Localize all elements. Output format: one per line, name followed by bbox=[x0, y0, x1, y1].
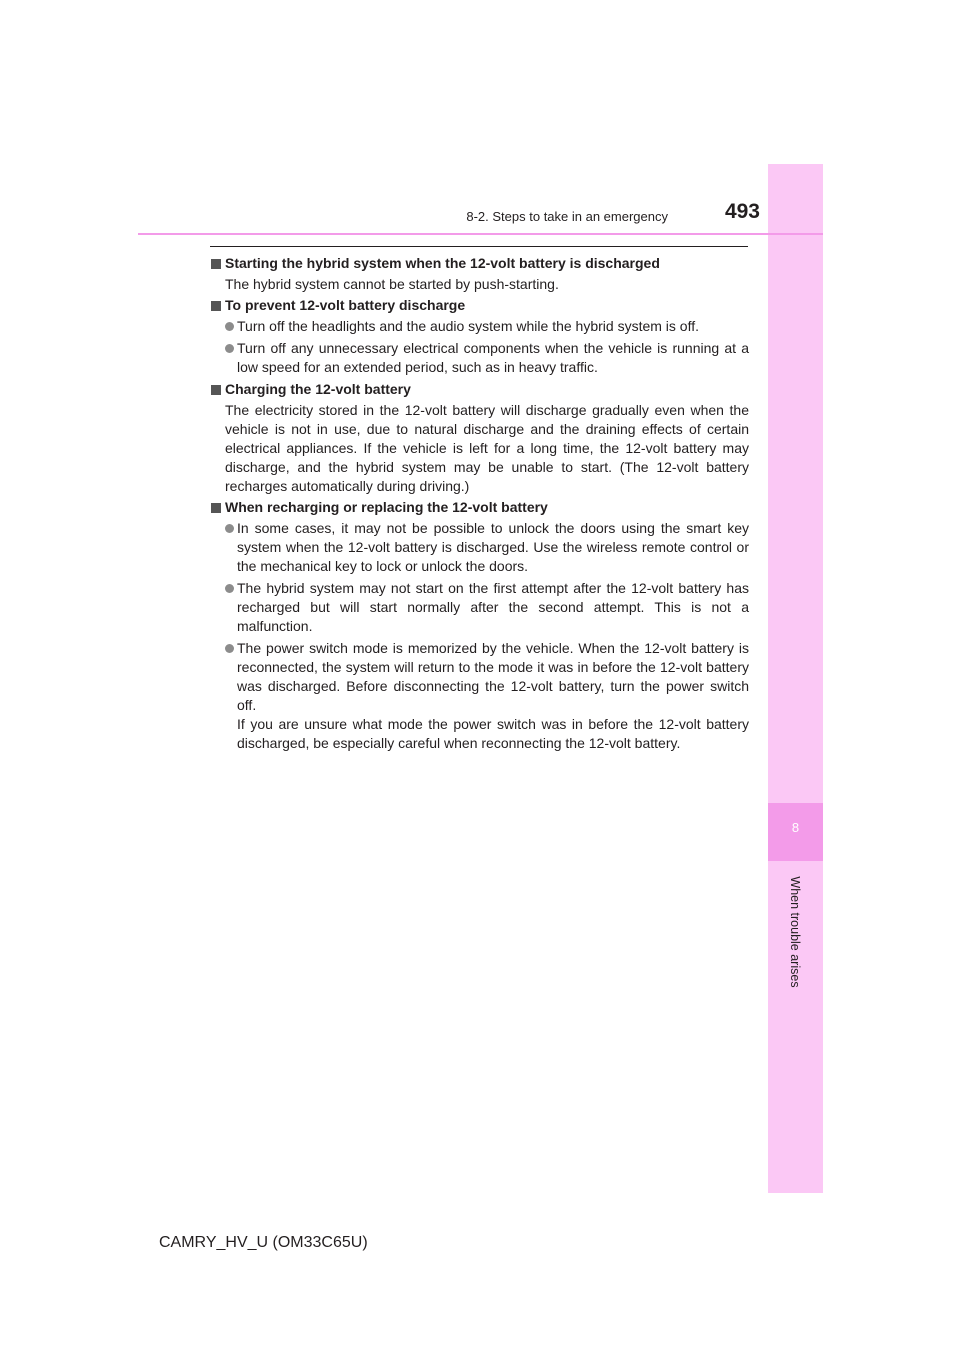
section-starting-hybrid-system bbox=[211, 254, 749, 294]
section-paragraph: The hybrid system cannot be started by push-starting. bbox=[225, 276, 559, 292]
bullet-note: If you are unsure what mode the power switch was in before the 12-volt battery discharged, be especially careful when reconnecting the 12-volt battery. bbox=[237, 716, 749, 751]
section-heading: Charging the 12-volt battery bbox=[211, 380, 749, 399]
square-bullet-icon bbox=[211, 385, 221, 395]
section-heading: Starting the hybrid system when the 12-volt battery is discharged bbox=[211, 254, 749, 273]
circle-bullet-icon bbox=[225, 344, 234, 353]
square-bullet-icon bbox=[211, 301, 221, 311]
header-divider bbox=[138, 233, 823, 235]
section-charging-battery bbox=[211, 380, 749, 496]
content-divider bbox=[210, 246, 748, 247]
circle-bullet-icon bbox=[225, 644, 234, 653]
circle-bullet-icon bbox=[225, 322, 234, 331]
square-bullet-icon bbox=[211, 259, 221, 269]
list-item: Turn off the headlights and the audio system while the hybrid system is off. bbox=[211, 317, 749, 336]
section-heading: When recharging or replacing the 12-volt battery bbox=[211, 498, 749, 517]
circle-bullet-icon bbox=[225, 584, 234, 593]
section-heading: To prevent 12-volt battery discharge bbox=[211, 296, 749, 315]
page-number: 493 bbox=[724, 200, 760, 223]
section-paragraph: The electricity stored in the 12-volt battery will discharge gradually even when the vehicle is not in use, due to natural discharge and the draining effects of certain electrical appliances. If the vehicle is left for a long time, the 12-volt battery may discharge, and the hybrid system may be unable to start. (The 12-volt battery recharges automatically during driving.) bbox=[225, 402, 749, 494]
list-item: The hybrid system may not start on the first attempt after the 12-volt battery has recharged but will start normally after the second attempt. This is not a malfunction. bbox=[211, 579, 749, 636]
list-item: The power switch mode is memorized by the vehicle. When the 12-volt battery is reconnected, the system will return to the mode it was in before the 12-volt battery was discharged. Before disconnecting the 12-volt battery, turn the power switch off. If you are unsure what mode the power switch was in before the 12-volt battery discharged, be especially careful when reconnecting the 12-volt battery. bbox=[211, 639, 749, 753]
square-bullet-icon bbox=[211, 503, 221, 513]
section-prevent-discharge bbox=[211, 296, 749, 377]
page-content bbox=[211, 254, 749, 756]
list-item: In some cases, it may not be possible to unlock the doors using the smart key system when the 12-volt battery is discharged. Use the wireless remote control or the mechanical key to lock or unlock the doors. bbox=[211, 519, 749, 576]
manual-code: CAMRY_HV_U (OM33C65U) bbox=[159, 1234, 368, 1251]
section-title: 8-2. Steps to take in an emergency bbox=[466, 209, 668, 224]
section-recharging-replacing bbox=[211, 498, 749, 753]
circle-bullet-icon bbox=[225, 524, 234, 533]
chapter-side-tab bbox=[768, 164, 823, 1193]
list-item: Turn off any unnecessary electrical components when the vehicle is running at a low speed for an extended period, such as in heavy traffic. bbox=[211, 339, 749, 377]
chapter-title: When trouble arises bbox=[788, 876, 802, 988]
chapter-number: 8 bbox=[791, 820, 800, 835]
